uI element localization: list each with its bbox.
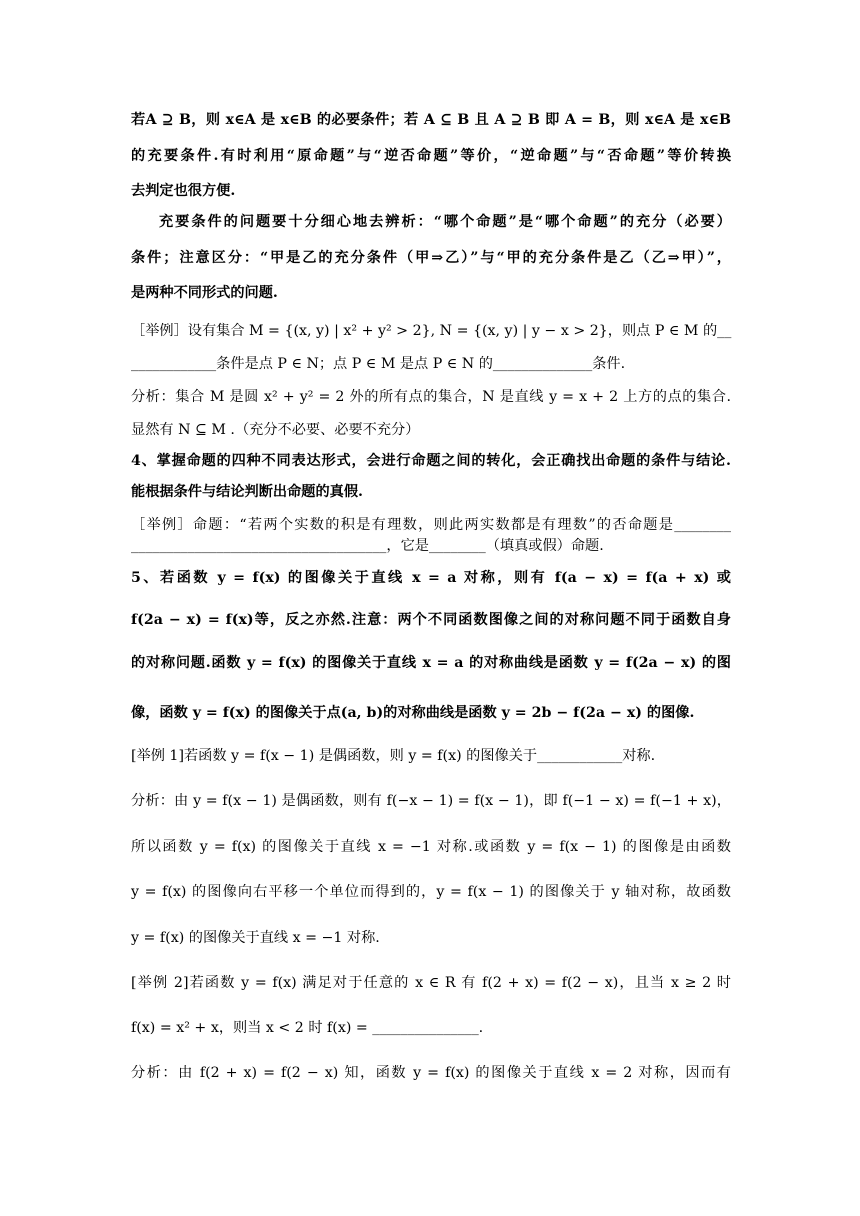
analysis-line: 分析：由 y = f(x − 1) 是偶函数，则有 f(−x − 1) = f(x − 1)，即 f(−1 − x) = f(−1 + x)， — [131, 793, 731, 809]
example-line: ［举例］设有集合 M = {(x, y) | x² + y² > 2}, N = {(x, y) | y − x > 2}，则点 P ∈ M 的__ — [131, 323, 732, 339]
example-line: [举例 2]若函数 y = f(x) 满足对于任意的 x ∈ R 有 f(2 + x) = f(2 − x)，且当 x ≥ 2 时 — [131, 975, 731, 991]
text-line: 的充要条件.有时利用“原命题”与“逆否命题”等价，“逆命题”与“否命题”等价转换 — [131, 148, 731, 164]
section-heading: 4、掌握命题的四种不同表达形式，会进行命题之间的转化，会正确找出命题的条件与结论. — [131, 453, 731, 469]
text-line: 充要条件的问题要十分细心地去辨析：“哪个命题”是“哪个命题”的充分（必要） — [159, 214, 731, 230]
text-line: f(2a − x) = f(x)等，反之亦然.注意：两个不同函数图像之间的对称问题不同于函数自身 — [131, 612, 731, 628]
example-line: ____________条件是点 P ∈ N；点 P ∈ M 是点 P ∈ N 的______________条件. — [131, 356, 626, 372]
text-line: 条件；注意区分：“甲是乙的充分条件（甲⇒乙）”与“甲的充分条件是乙（乙⇒甲）”， — [131, 250, 731, 266]
analysis-line: y = f(x) 的图像向右平移一个单位而得到的，y = f(x − 1) 的图像关于 y 轴对称，故函数 — [131, 884, 731, 900]
analysis-line: 显然有 N ⊆ M .（充分不必要、必要不充分） — [131, 422, 420, 438]
text-line: 去判定也很方便. — [131, 183, 236, 199]
text-line: 是两种不同形式的问题. — [131, 285, 278, 301]
analysis-line: 分析：集合 M 是圆 x² + y² = 2 外的所有点的集合，N 是直线 y = x + 2 上方的点的集合. — [131, 389, 731, 405]
text-line: 若A ⊇ B，则 x∈A 是 x∈B 的必要条件；若 A ⊆ B 且 A ⊇ B 即 A = B，则 x∈A 是 x∈B — [131, 112, 731, 128]
analysis-line: 分析：由 f(2 + x) = f(2 − x) 知，函数 y = f(x) 的图像关于直线 x = 2 对称，因而有 — [131, 1065, 731, 1081]
example-line: [举例 1]若函数 y = f(x − 1) 是偶函数，则 y = f(x) 的图像关于____________对称. — [131, 748, 656, 764]
section-heading: 5、若函数 y = f(x) 的图像关于直线 x = a 对称，则有 f(a − x) = f(a + x) 或 — [131, 570, 731, 586]
example-line: ____________________________________，它是________（填真或假）命题. — [131, 538, 604, 554]
section-heading: 能根据条件与结论判断出命题的真假. — [131, 484, 363, 500]
example-line: ［举例］命题：“若两个实数的积是有理数，则此两实数都是有理数”的否命题是________ — [131, 517, 731, 533]
analysis-line: 所以函数 y = f(x) 的图像关于直线 x = −1 对称.或函数 y = f(x − 1) 的图像是由函数 — [131, 839, 731, 855]
example-line: f(x) = x² + x，则当 x < 2 时 f(x) = _______________. — [131, 1020, 484, 1036]
analysis-line: y = f(x) 的图像关于直线 x = −1 对称. — [131, 930, 380, 946]
text-line: 像，函数 y = f(x) 的图像关于点(a, b)的对称曲线是函数 y = 2b − f(2a − x) 的图像. — [131, 705, 695, 721]
text-line: 的对称问题.函数 y = f(x) 的图像关于直线 x = a 的对称曲线是函数 y = f(2a − x) 的图 — [131, 655, 731, 671]
